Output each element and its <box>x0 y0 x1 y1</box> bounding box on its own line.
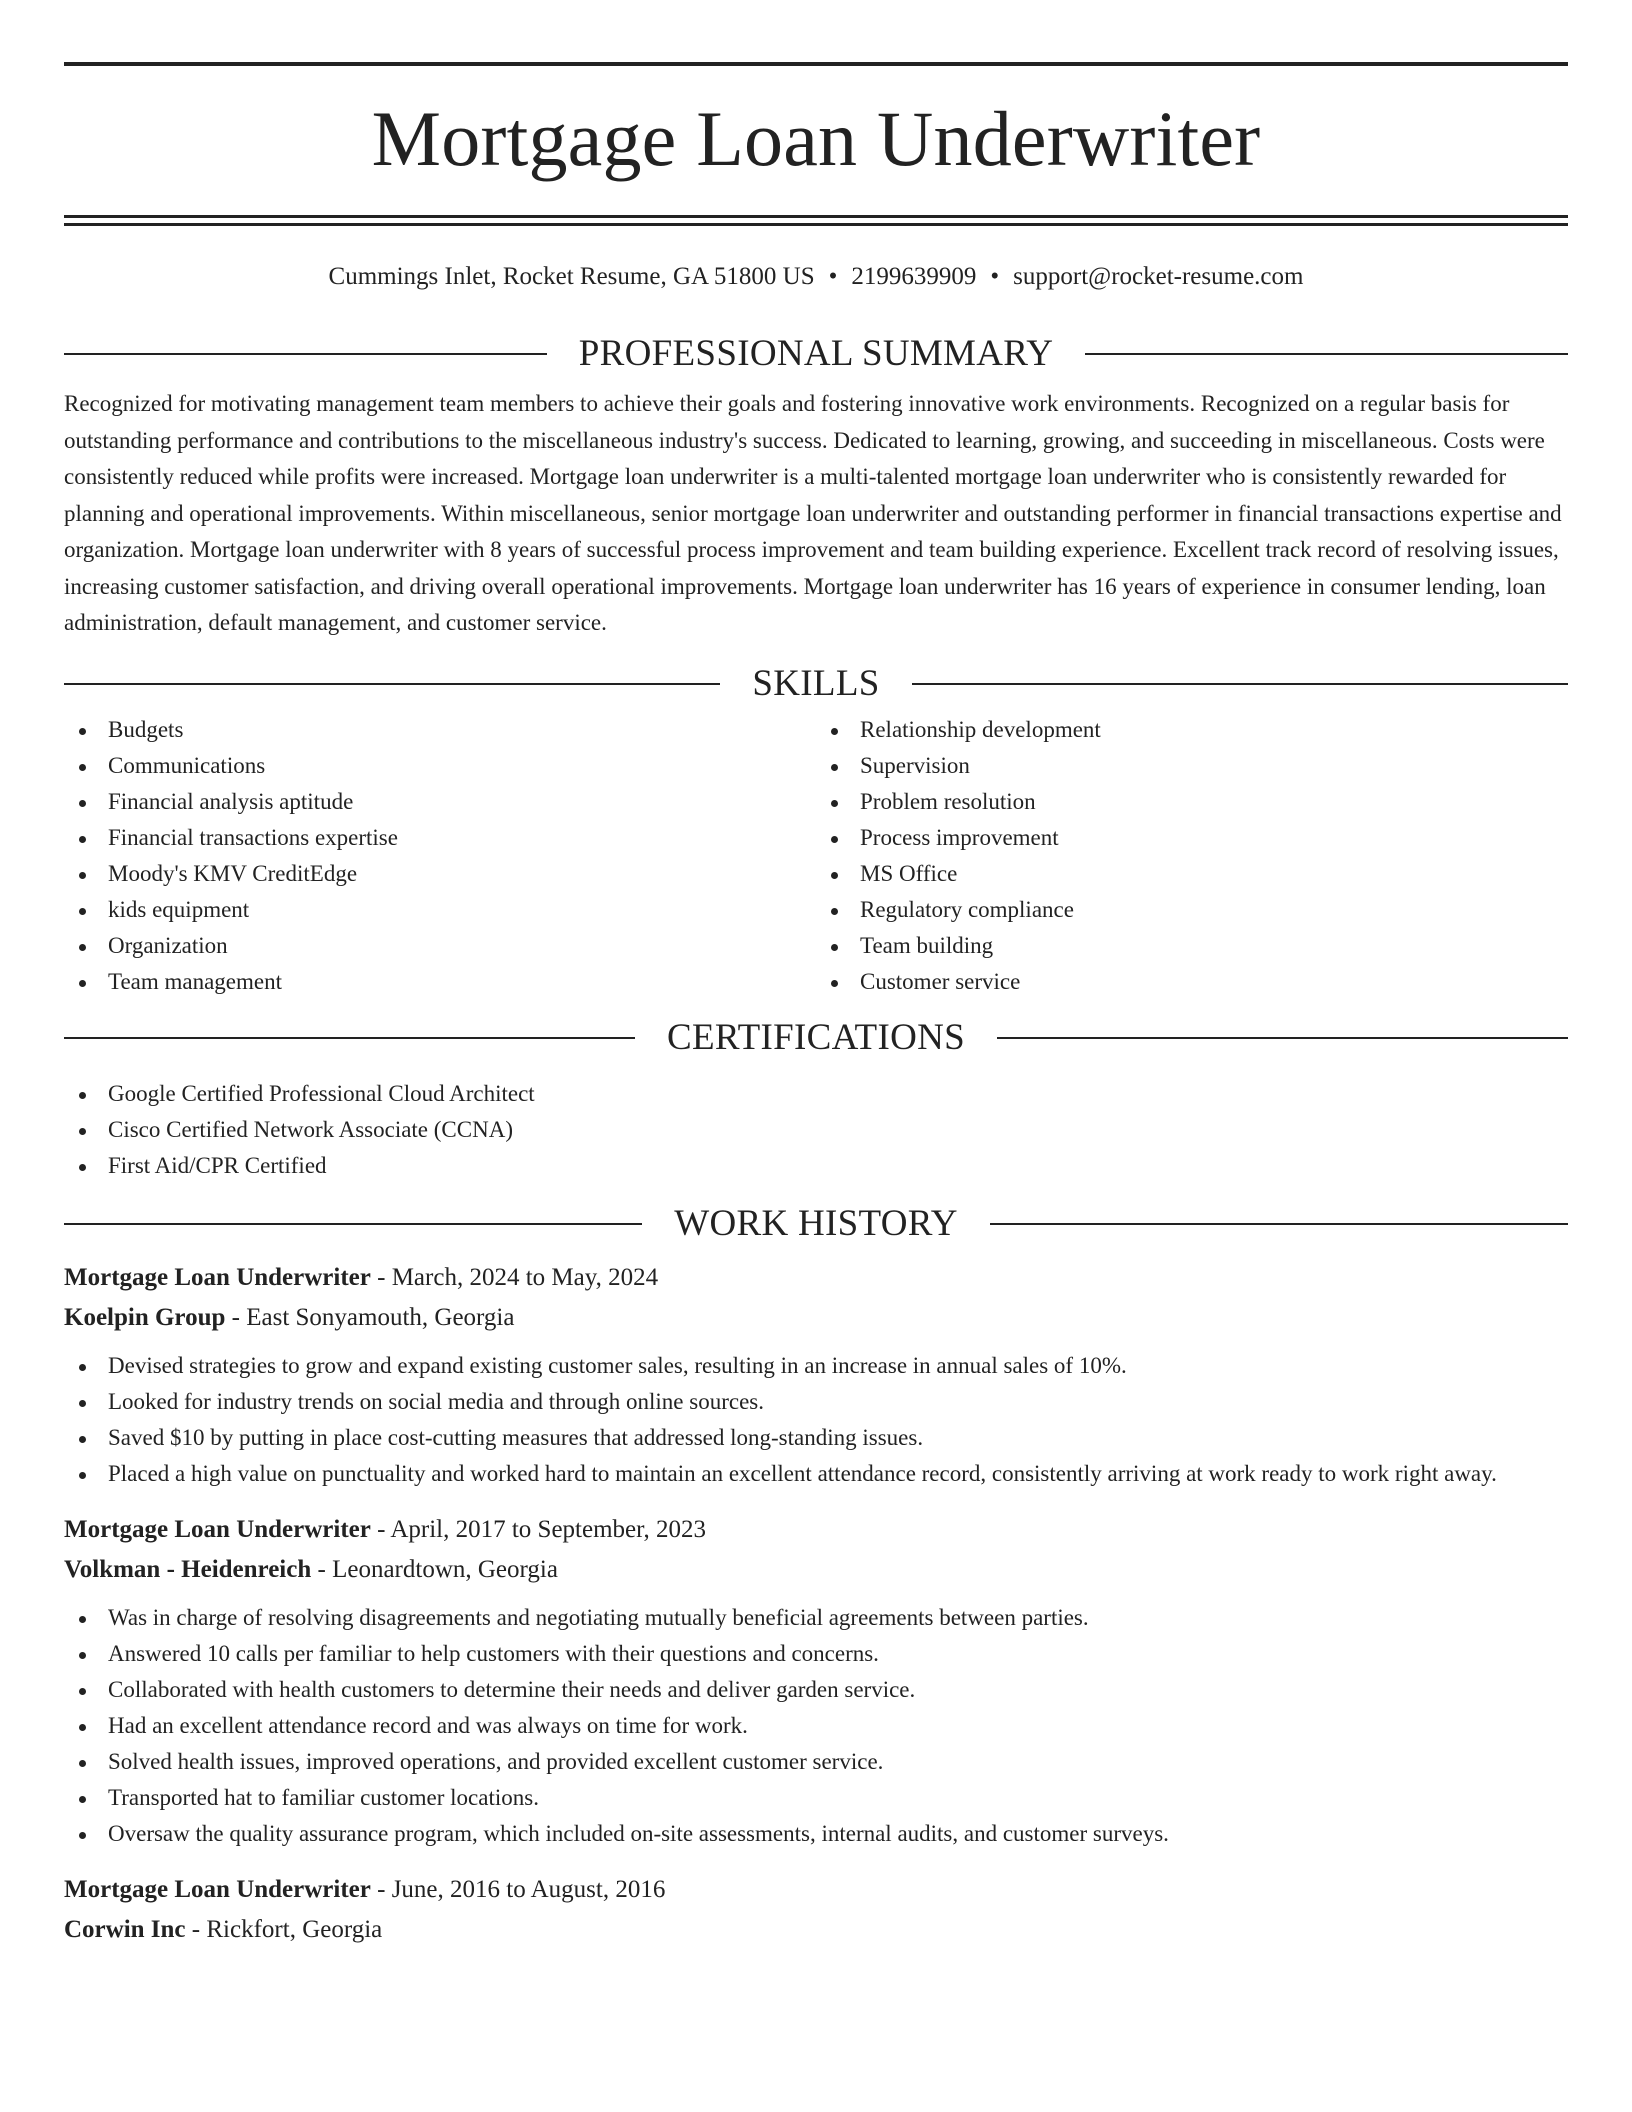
job-company-line: Corwin Inc - Rickfort, Georgia <box>64 1915 383 1943</box>
certifications-list <box>64 1076 1568 1184</box>
list-item: Oversaw the quality assurance program, which included on-site assessments, internal audits, and customer surveys. <box>64 1816 1568 1852</box>
job-title: Mortgage Loan Underwriter <box>64 1875 371 1903</box>
heading-rule <box>912 683 1568 685</box>
contact-separator: • <box>828 263 838 290</box>
summary-title: PROFESSIONAL SUMMARY <box>578 333 1054 374</box>
list-item: Team building <box>816 928 1568 964</box>
job-location: Rickfort, Georgia <box>206 1915 383 1943</box>
job-company-line: Volkman - Heidenreich - Leonardtown, Georgia <box>64 1555 558 1583</box>
list-item: Cisco Certified Network Associate (CCNA) <box>64 1112 1568 1148</box>
job-dates: April, 2017 to September, 2023 <box>390 1515 706 1543</box>
list-item: First Aid/CPR Certified <box>64 1148 1568 1184</box>
heading-rule <box>1085 353 1568 355</box>
contact-separator: • <box>990 263 1000 290</box>
work-history-list <box>64 1258 1568 1950</box>
work-heading <box>64 1202 1568 1246</box>
skills-heading <box>64 662 1568 706</box>
job-bullets <box>64 1348 1568 1492</box>
list-item: Team management <box>64 964 816 1000</box>
contact-line <box>64 262 1568 292</box>
list-item: Financial transactions expertise <box>64 820 816 856</box>
list-item: Saved $10 by putting in place cost-cutting measures that addressed long-standing issues. <box>64 1420 1568 1456</box>
list-item: Regulatory compliance <box>816 892 1568 928</box>
summary-text: Recognized for motivating management team members to achieve their goals and fostering innovative work environments. Recognized on a regular basis for outstanding performance and contributions to the miscellaneous industry's success. Dedicated to learning, growing, and succeeding in miscellaneous. Costs were consistently reduced while profits were increased. Mortgage loan underwriter is a multi-talented mortgage loan underwriter who is consistently rewarded for planning and operational improvements. Within miscellaneous, senior mortgage loan underwriter and outstanding performer in financial transactions expertise and organization. Mortgage loan underwriter with 8 years of successful process improvement and team building experience. Excellent track record of resolving issues, increasing customer satisfaction, and driving overall operational improvements. Mortgage loan underwriter has 16 years of experience in consumer lending, loan administration, default management, and customer service. <box>64 391 1562 635</box>
job-company-line: Koelpin Group - East Sonyamouth, Georgia <box>64 1303 515 1331</box>
list-item: Process improvement <box>816 820 1568 856</box>
list-item: Budgets <box>64 712 816 748</box>
list-item: Answered 10 calls per familiar to help customers with their questions and concerns. <box>64 1636 1568 1672</box>
list-item: Placed a high value on punctuality and worked hard to maintain an excellent attendance record, consistently arriving at work ready to work right away. <box>64 1456 1568 1492</box>
list-item: Was in charge of resolving disagreements and negotiating mutually beneficial agreements between parties. <box>64 1600 1568 1636</box>
job-company: Koelpin Group <box>64 1303 226 1331</box>
certifications-heading <box>64 1016 1568 1060</box>
list-item: Relationship development <box>816 712 1568 748</box>
job-entry <box>64 1258 1568 1492</box>
contact-email: support@rocket-resume.com <box>1013 263 1304 290</box>
list-item: Organization <box>64 928 816 964</box>
list-item: Problem resolution <box>816 784 1568 820</box>
job-entry <box>64 1510 1568 1852</box>
job-dates: March, 2024 to May, 2024 <box>391 1263 659 1291</box>
job-dates: June, 2016 to August, 2016 <box>391 1875 666 1903</box>
list-item: Google Certified Professional Cloud Architect <box>64 1076 1568 1112</box>
heading-rule <box>997 1037 1568 1039</box>
job-title: Mortgage Loan Underwriter <box>64 1263 371 1291</box>
list-item: Communications <box>64 748 816 784</box>
list-item: Supervision <box>816 748 1568 784</box>
job-company: Volkman - Heidenreich <box>64 1555 312 1583</box>
skills-list-left <box>64 712 816 1000</box>
job-location: East Sonyamouth, Georgia <box>246 1303 515 1331</box>
skills-list-right <box>816 712 1568 1000</box>
list-item: Customer service <box>816 964 1568 1000</box>
list-item: Moody's KMV CreditEdge <box>64 856 816 892</box>
heading-rule <box>64 1223 642 1225</box>
job-title-line: Mortgage Loan Underwriter - March, 2024 to May, 2024 <box>64 1263 659 1291</box>
resume-name: Mortgage Loan Underwriter <box>371 95 1261 182</box>
list-item: Looked for industry trends on social media and through online sources. <box>64 1384 1568 1420</box>
list-item: Transported hat to familiar customer locations. <box>64 1780 1568 1816</box>
job-bullets <box>64 1600 1568 1852</box>
heading-rule <box>64 353 547 355</box>
heading-rule <box>64 683 720 685</box>
list-item: MS Office <box>816 856 1568 892</box>
list-item: Devised strategies to grow and expand existing customer sales, resulting in an increase in annual sales of 10%. <box>64 1348 1568 1384</box>
job-title-line: Mortgage Loan Underwriter - June, 2016 to August, 2016 <box>64 1875 666 1903</box>
contact-address: Cummings Inlet, Rocket Resume, GA 51800 US <box>328 263 815 290</box>
list-item: kids equipment <box>64 892 816 928</box>
contact-phone: 2199639909 <box>851 263 977 290</box>
job-title-line: Mortgage Loan Underwriter - April, 2017 to September, 2023 <box>64 1515 706 1543</box>
work-title: WORK HISTORY <box>674 1202 958 1244</box>
job-company: Corwin Inc <box>64 1915 186 1943</box>
double-rule <box>64 215 1568 226</box>
job-location: Leonardtown, Georgia <box>332 1555 558 1583</box>
summary-heading <box>64 332 1568 376</box>
list-item: Solved health issues, improved operations, and provided excellent customer service. <box>64 1744 1568 1780</box>
job-title: Mortgage Loan Underwriter <box>64 1515 371 1543</box>
job-entry <box>64 1870 1568 1950</box>
list-item: Had an excellent attendance record and was always on time for work. <box>64 1708 1568 1744</box>
list-item: Collaborated with health customers to determine their needs and deliver garden service. <box>64 1672 1568 1708</box>
certifications-title: CERTIFICATIONS <box>667 1016 965 1058</box>
skills-title: SKILLS <box>752 662 880 704</box>
skills-columns <box>64 712 1568 1000</box>
list-item: Financial analysis aptitude <box>64 784 816 820</box>
heading-rule <box>64 1037 635 1039</box>
heading-rule <box>990 1223 1568 1225</box>
